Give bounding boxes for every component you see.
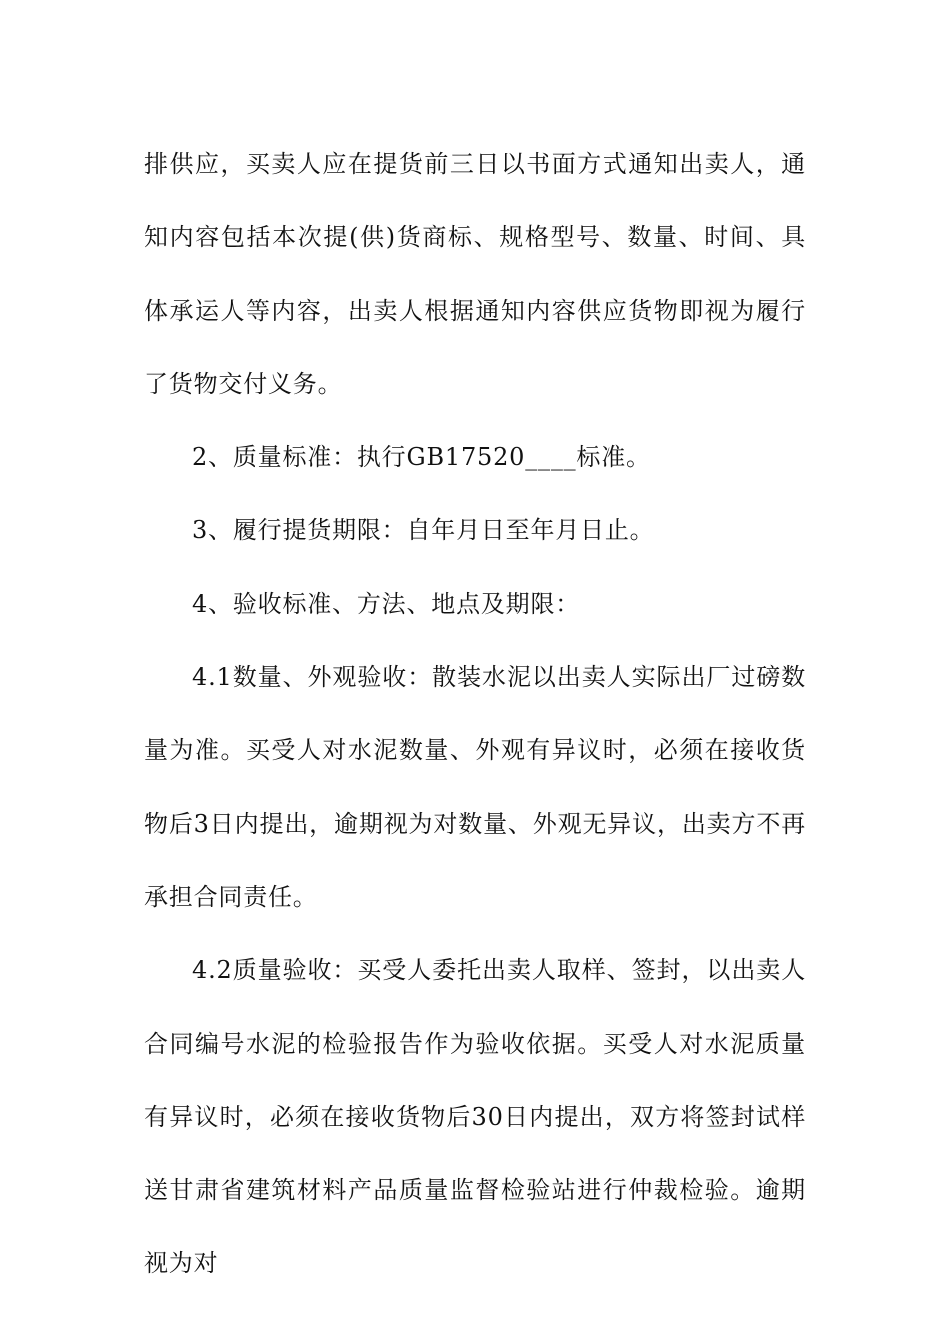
paragraph-pickup-period: 3、履行提货期限：自年月日至年月日止。: [192, 516, 655, 545]
paragraph-quantity-acceptance: 4.1数量、外观验收：散装水泥以出卖人实际出厂过磅数量为准。买受人对水泥数量、外观有异议时，必须在接收货物后3日内提出，逾期视为对数量、外观无异议，出卖方不再承担合同责任。: [144, 663, 806, 911]
document-body: [144, 128, 806, 1301]
paragraph-delivery-notice: 排供应，买卖人应在提货前三日以书面方式通知出卖人，通知内容包括本次提(供)货商标、规格型号、数量、时间、具体承运人等内容，出卖人根据通知内容供应货物即视为履行了货物交付义务。: [144, 150, 806, 398]
paragraph-quality-standard: 2、质量标准：执行GB17520____标准。: [192, 443, 651, 472]
paragraph-quality-acceptance: 4.2质量验收：买受人委托出卖人取样、签封，以出卖人合同编号水泥的检验报告作为验收依据。买受人对水泥质量有异议时，必须在接收货物后30日内提出，双方将签封试样送甘肃省建筑材料产品质量监督检验站进行仲裁检验。逾期视为对: [144, 956, 806, 1278]
paragraph-acceptance-heading: 4、验收标准、方法、地点及期限：: [192, 589, 581, 618]
